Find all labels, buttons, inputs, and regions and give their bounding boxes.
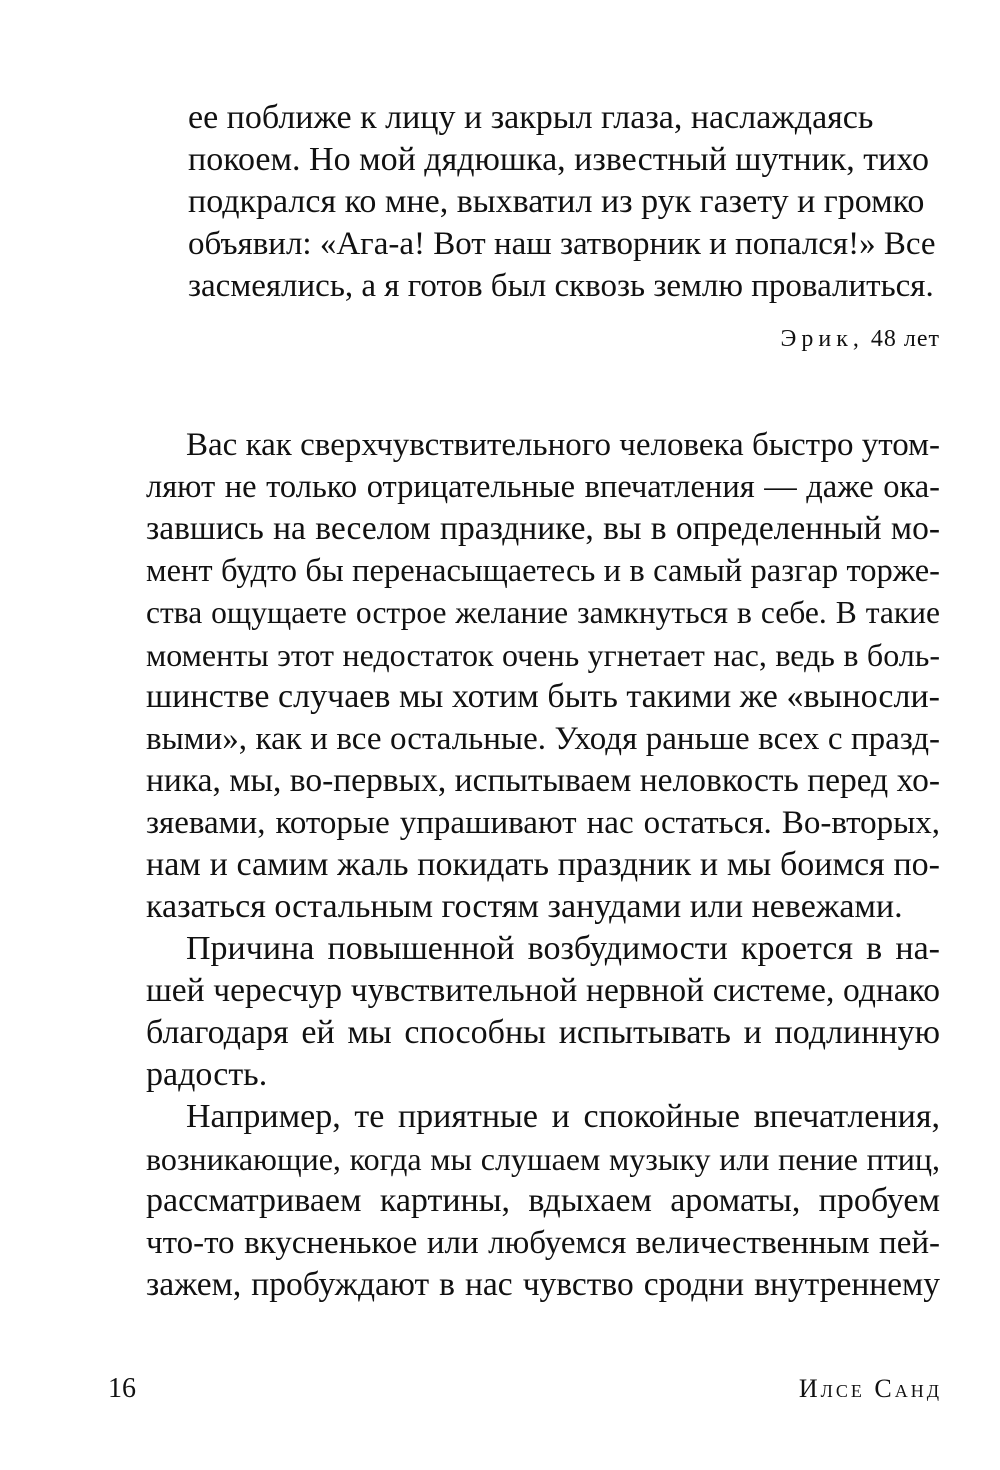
body-line: что-то вкусненькое или любуемся величественным пей- (146, 1225, 940, 1261)
quote-line: подкрался ко мне, выхватил из рук газету и громко (188, 183, 925, 220)
attribution-name: Эрик, (780, 326, 864, 352)
body-line: рассматриваем картины, вдыхаем ароматы, пробуем (146, 1182, 940, 1219)
quote-attribution (781, 322, 940, 356)
quote-line: засмеялись, а я готов был сквозь землю провалиться. (188, 268, 934, 304)
body-line: мент будто бы перенасыщаетесь и в самый разгар торже- (146, 553, 940, 589)
body-line: моменты этот недостаток очень угнетает нас, ведь в боль- (146, 637, 940, 673)
body-line: выми», как и все остальные. Уходя раньше всех с празд- (146, 721, 940, 757)
quote-line: объявил: «Ага-а! Вот наш затворник и попался!» Все (188, 226, 936, 262)
body-line: шей чересчур чувствительной нервной системе, однако (146, 972, 940, 1009)
body-line: возникающие, когда мы слушаем музыку или пение птиц, (146, 1141, 940, 1177)
quote-line: покоем. Но мой дядюшка, известный шутник, тихо (188, 141, 929, 178)
body-line: ника, мы, во-первых, испытываем неловкость перед хо- (146, 762, 940, 799)
body-line: завшись на веселом празднике, вы в определенный мо- (146, 510, 940, 547)
attribution-age: 48 лет (870, 326, 940, 352)
body-line: шинстве случаев мы хотим быть такими же «выносли- (146, 678, 940, 715)
body-line: Причина повышенной возбудимости кроется в на- (186, 930, 940, 967)
body-line: Например, те приятные и спокойные впечатления, (186, 1098, 940, 1135)
body-line: ства ощущаете острое желание замкнуться в себе. В такие (146, 595, 940, 630)
body-line: казаться остальным гостям занудами или невежами. (146, 888, 903, 925)
running-head-author: Илсе Санд (798, 1374, 942, 1403)
page-number: 16 (108, 1373, 136, 1404)
quote-line: ее поближе к лицу и закрыл глаза, наслаждаясь (188, 99, 874, 136)
body-line: зажем, пробуждают в нас чувство сродни внутреннему (146, 1266, 940, 1303)
body-line: радость. (146, 1056, 268, 1093)
body-line: ляют не только отрицательные впечатления — даже ока- (146, 469, 940, 505)
body-line: Вас как сверхчувствительного человека быстро утом- (186, 427, 940, 463)
body-line: зяевами, которые упрашивают нас остаться. Во-вторых, (146, 805, 940, 841)
body-line: благодаря ей мы способны испытывать и подлинную (146, 1014, 940, 1051)
body-line: нам и самим жаль покидать праздник и мы боимся по- (146, 846, 940, 883)
